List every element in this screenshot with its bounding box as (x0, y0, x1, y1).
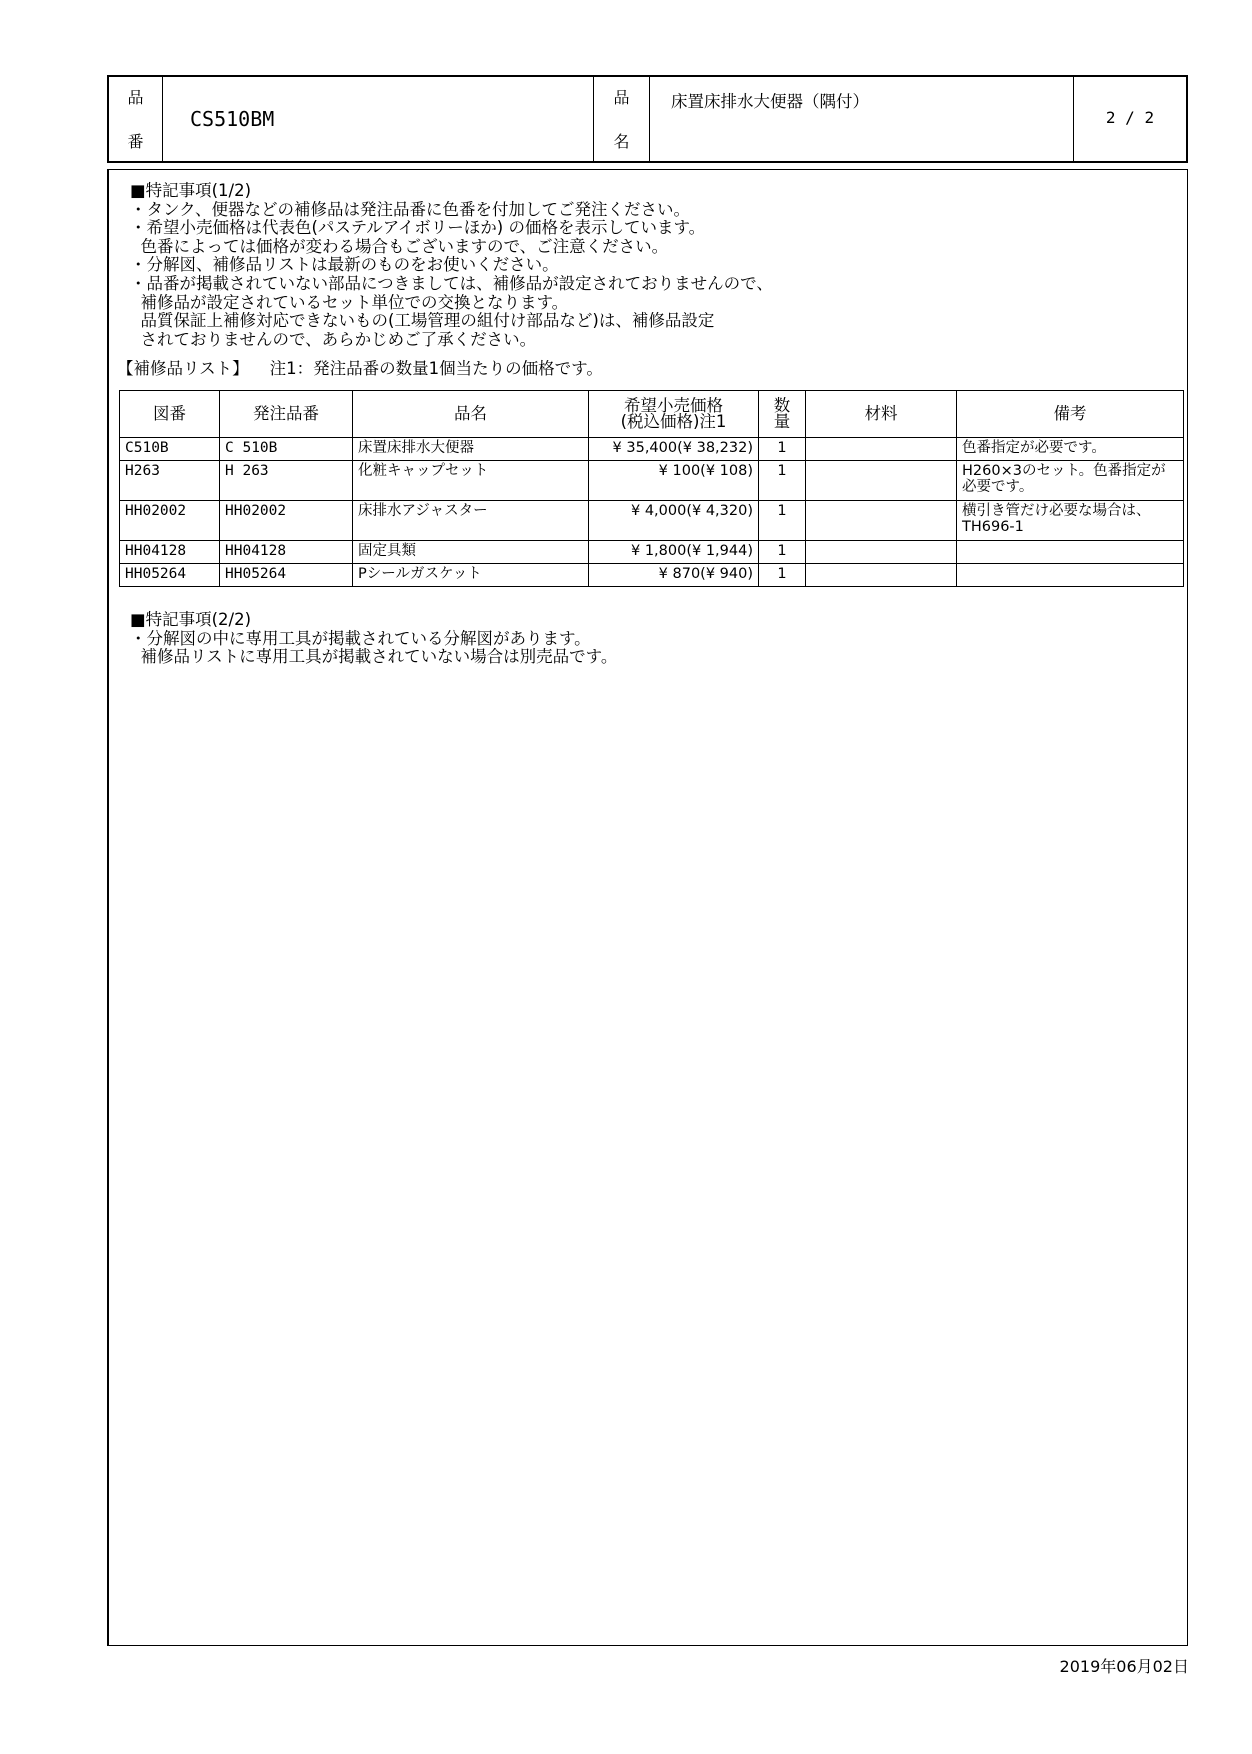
table-header-row (120, 391, 1184, 438)
table-row: H263 H 263 化粧キャップセット ¥ 100(¥ 108) 1 H260×3のセット。色番指定が必要です。 (120, 461, 1184, 501)
hinban-value-cell (163, 77, 594, 161)
hinban-label: 品 番 (109, 77, 163, 161)
col-name: 品名 (353, 391, 589, 438)
parts-table (119, 390, 1184, 587)
hinmei-label: 品 名 (594, 77, 650, 161)
hinban-value: CS510BM (190, 107, 275, 131)
special-notes-2: ■特記事項(2/2) ・分解図の中に専用工具が掲載されている分解図があります。 補修品リストに専用工具が掲載されていない場合は別売品です。 (130, 610, 618, 667)
col-zuban: 図番 (120, 391, 220, 438)
header-box (107, 75, 1188, 163)
hinmei-value: 床置床排水大便器（隅付） (671, 92, 869, 111)
special-notes-1: ■特記事項(1/2) ・タンク、便器などの補修品は発注品番に色番を付加してご発注ください。 ・希望小売価格は代表色(パステルアイボリーほか) の価格を表示しています。 色番によっては価格が変わる場合もございますので、ご注意ください。 ・分解図、補修品リストは最新のものをお使いください。 ・品番が掲載されていない部品につきましては、補修品が設定されておりませんので、 補修品が設定されているセット単位での交換となります。 品質保証上補修対応できないもの(工場管理の組付け部品など)は、補修品設定 されておりませんので、あらかじめご了承ください。 (130, 181, 773, 349)
issue-date: 2019年06月02日 (1059, 1657, 1189, 1676)
col-price: 希望小売価格 (税込価格)注1 (589, 391, 759, 438)
col-material: 材料 (806, 391, 957, 438)
col-qty: 数 量 (759, 391, 806, 438)
col-remarks: 備考 (957, 391, 1184, 438)
table-row: HH05264 HH05264 Pシールガスケット ¥ 870(¥ 940) 1 (120, 564, 1184, 587)
parts-list-title: 【補修品リスト】 注1：発注品番の数量1個当たりの価格です。 (117, 359, 603, 378)
table-row: HH02002 HH02002 床排水アジャスター ¥ 4,000(¥ 4,320) 1 横引き管だけ必要な場合は、TH696-1 (120, 501, 1184, 541)
page-number-cell (1074, 77, 1186, 161)
col-order-no: 発注品番 (220, 391, 353, 438)
table-row: HH04128 HH04128 固定具類 ¥ 1,800(¥ 1,944) 1 (120, 541, 1184, 564)
page-number: 2 / 2 (1105, 108, 1155, 127)
hinmei-value-cell (650, 77, 1074, 161)
table-row: C510B C 510B 床置床排水大便器 ¥ 35,400(¥ 38,232) 1 色番指定が必要です。 (120, 438, 1184, 461)
